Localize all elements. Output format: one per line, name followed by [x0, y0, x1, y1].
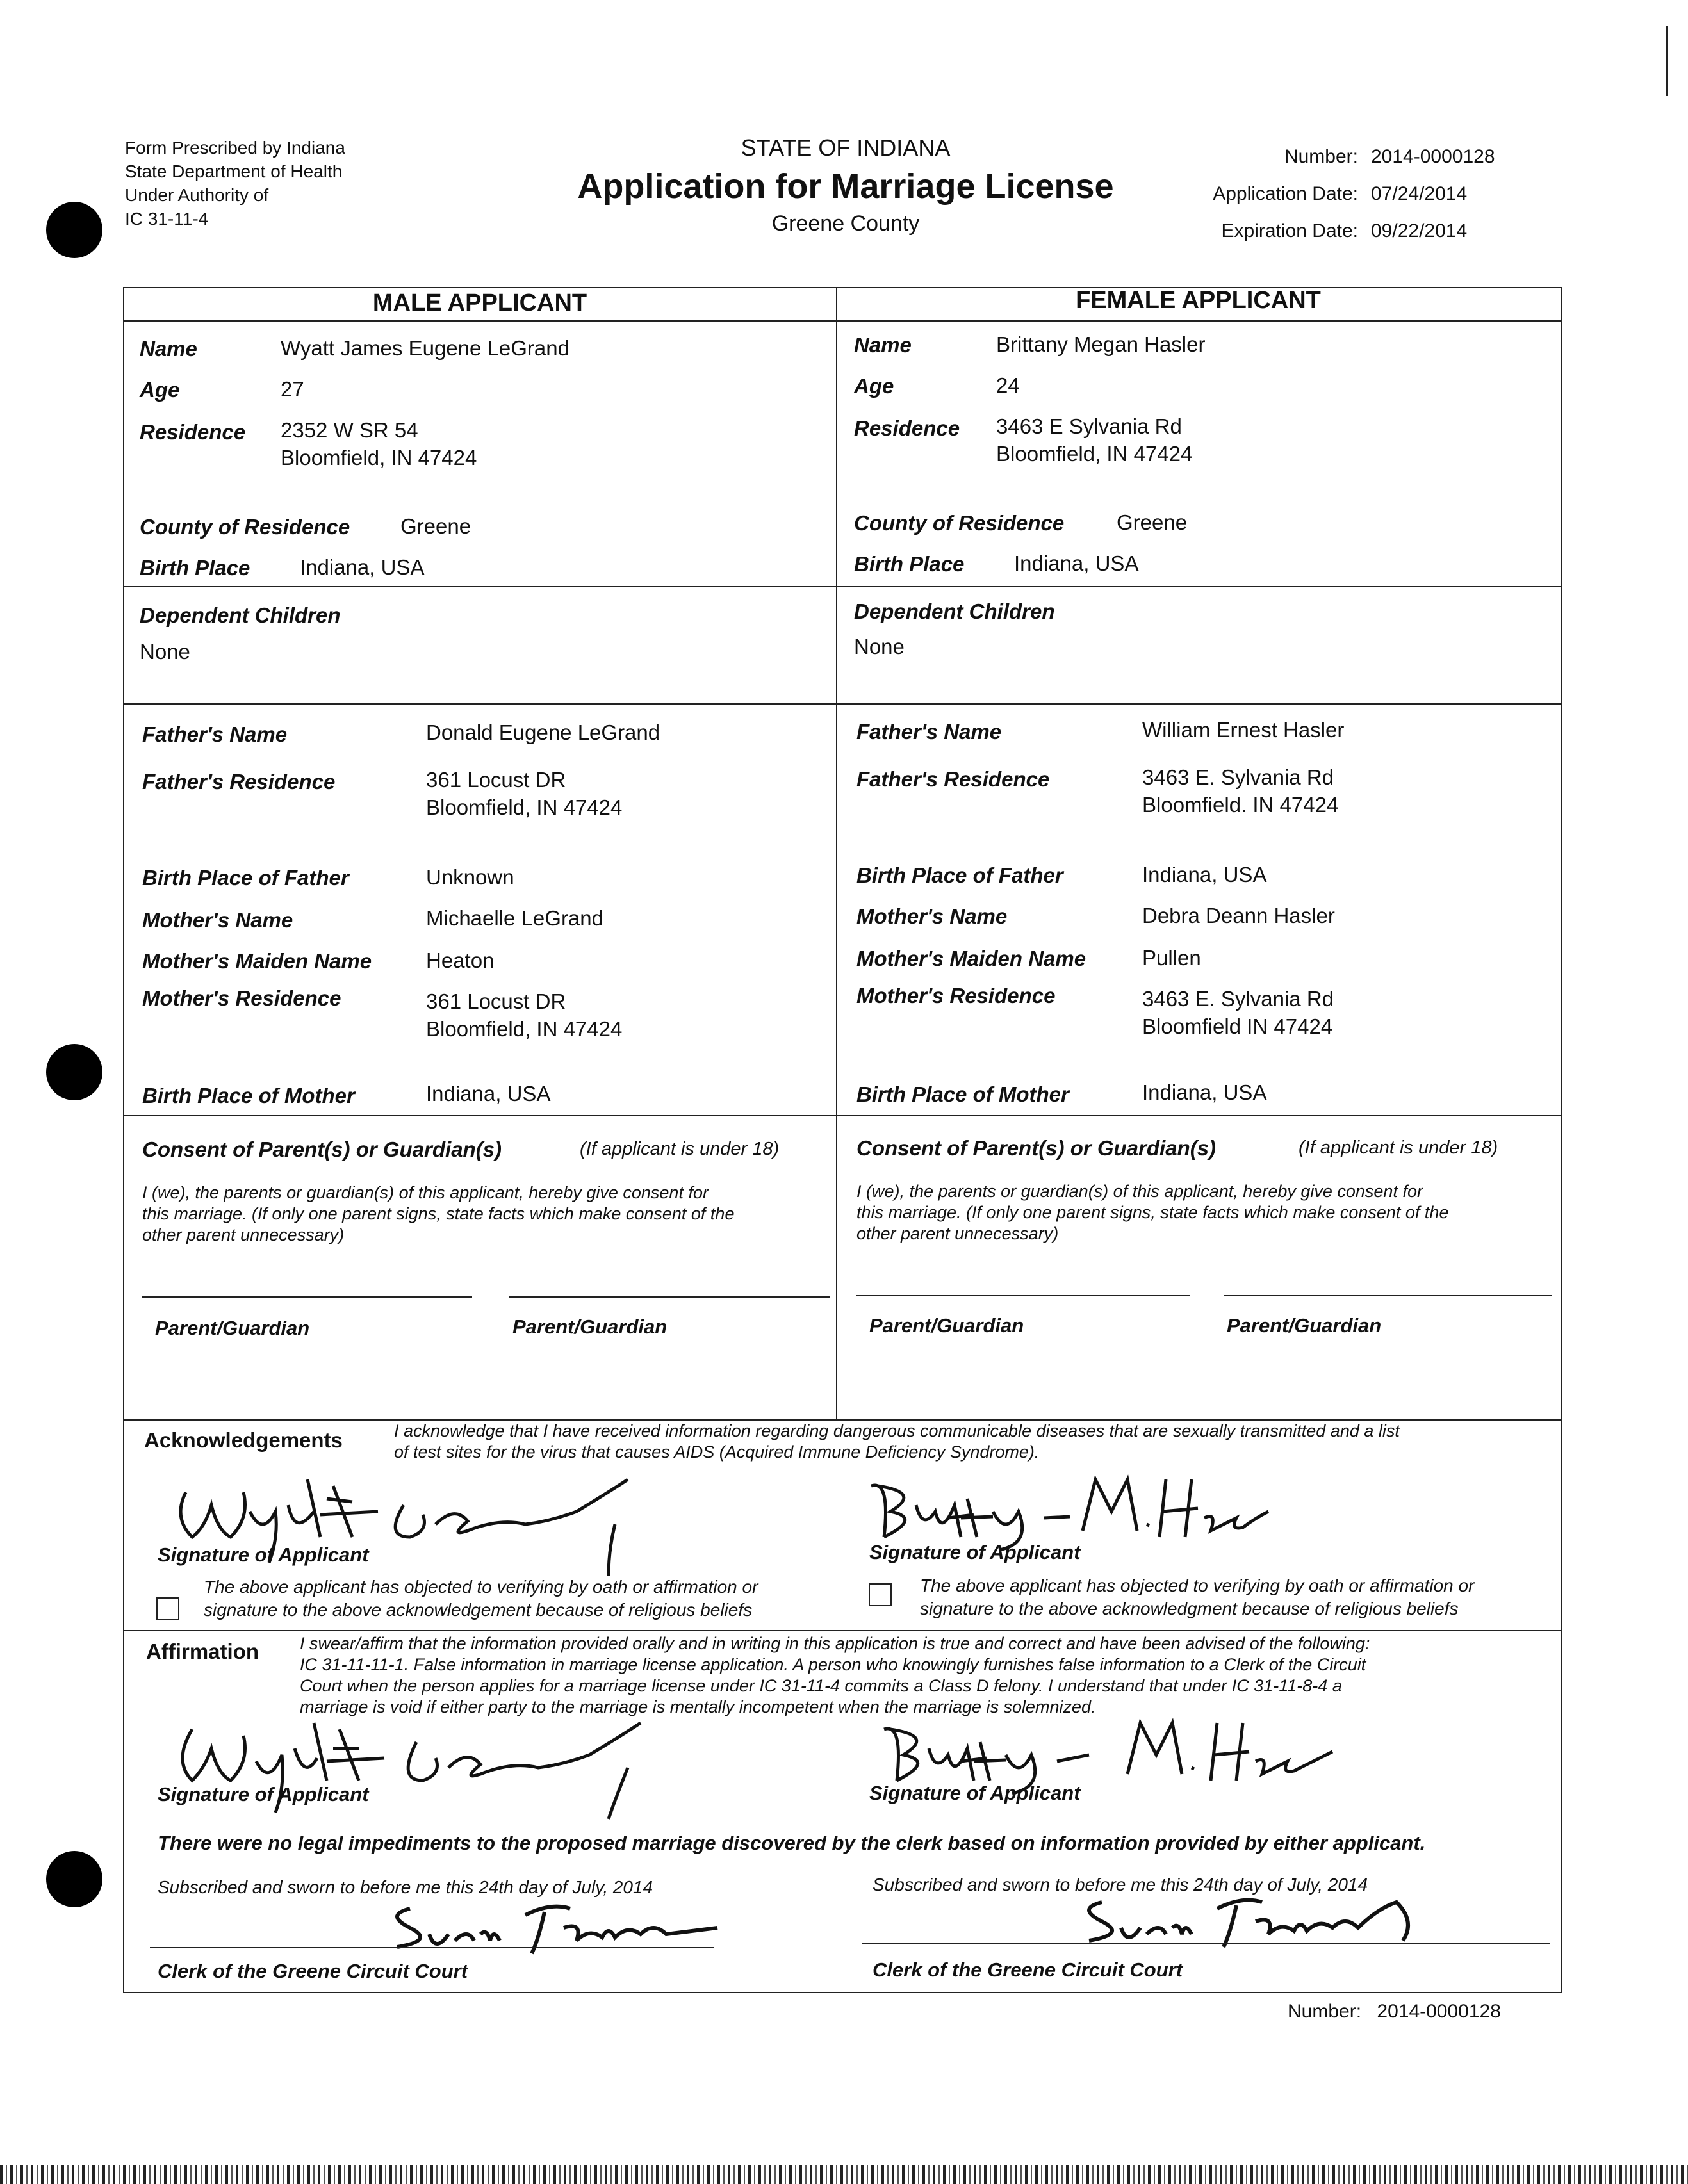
female-age-label: Age — [854, 374, 894, 398]
female-consent-text-line-2: this marriage. (If only one parent signs, state facts which make consent of the — [856, 1203, 1449, 1222]
divider-affirmation — [123, 1630, 1561, 1631]
male-mother-residence-line-1: 361 Locust DR — [426, 990, 566, 1013]
male-sworn-text: Subscribed and sworn to before me this 24th day of July, 2014 — [158, 1877, 653, 1897]
punch-hole-top — [46, 202, 102, 258]
male-religious-objection-text — [204, 1576, 758, 1622]
male-father-residence — [426, 766, 622, 821]
county-name: Greene County — [771, 211, 920, 236]
male-father-residence-label: Father's Residence — [142, 770, 336, 794]
number-label: Number: — [1284, 146, 1358, 167]
male-dependents: None — [140, 640, 190, 664]
acknowledgements-label: Acknowledgements — [144, 1428, 343, 1452]
male-mother-birth-label: Birth Place of Mother — [142, 1084, 355, 1107]
punch-hole-bottom — [46, 1851, 102, 1907]
male-father-birth: Unknown — [426, 865, 514, 889]
footer-number-value: 2014-0000128 — [1377, 2001, 1501, 2022]
female-age: 24 — [996, 373, 1020, 397]
female-mother-residence — [1142, 985, 1334, 1040]
form-number: 2014-0000128 — [1371, 146, 1495, 167]
state-name: STATE OF INDIANA — [741, 134, 951, 161]
female-consent-text-line-3: other parent unnecessary) — [856, 1224, 1059, 1243]
application-date: 07/24/2014 — [1371, 183, 1468, 204]
male-applicant-heading: MALE APPLICANT — [372, 289, 587, 316]
female-residence — [996, 412, 1192, 468]
scan-edge-mark — [1666, 26, 1668, 96]
female-name-label: Name — [854, 333, 912, 357]
authority-line-2: State Department of Health — [125, 161, 343, 181]
column-divider — [836, 287, 837, 1419]
male-mother-birth: Indiana, USA — [426, 1082, 551, 1105]
female-applicant-heading: FEMALE APPLICANT — [1076, 287, 1321, 314]
female-dependents-label: Dependent Children — [854, 599, 1055, 623]
clerk-statement: There were no legal impediments to the proposed marriage discovered by the clerk based on information provided by either applicant. — [158, 1832, 1426, 1854]
male-father-birth-label: Birth Place of Father — [142, 866, 349, 890]
female-father-residence-line-2: Bloomfield. IN 47424 — [1142, 793, 1339, 817]
male-residence-line-2: Bloomfield, IN 47424 — [281, 446, 477, 469]
female-father-residence-label: Father's Residence — [856, 767, 1050, 791]
female-father-residence-line-1: 3463 E. Sylvania Rd — [1142, 765, 1334, 789]
form-number-block — [1172, 138, 1495, 250]
female-father-birth: Indiana, USA — [1142, 863, 1267, 886]
male-clerk-signature-line[interactable] — [150, 1947, 714, 1948]
female-birth-place-label: Birth Place — [854, 552, 965, 576]
male-county-label: County of Residence — [140, 515, 350, 539]
male-clerk-label: Clerk of the Greene Circuit Court — [158, 1960, 468, 1982]
male-father-name-label: Father's Name — [142, 722, 288, 746]
female-dependents: None — [854, 635, 905, 658]
female-name: Brittany Megan Hasler — [996, 332, 1206, 356]
male-mother-maiden-label: Mother's Maiden Name — [142, 949, 372, 973]
male-affirm-signature-label: Signature of Applicant — [158, 1783, 369, 1805]
footer-number-label: Number: — [1288, 2001, 1362, 2022]
male-residence-line-1: 2352 W SR 54 — [281, 418, 418, 442]
female-mother-residence-label: Mother's Residence — [856, 984, 1056, 1007]
female-mother-residence-line-1: 3463 E. Sylvania Rd — [1142, 987, 1334, 1011]
male-consent-text — [142, 1182, 828, 1246]
female-consent-text — [856, 1181, 1555, 1244]
female-consent-title: Consent of Parent(s) or Guardian(s) — [856, 1136, 1217, 1160]
female-religious-objection-text — [920, 1574, 1474, 1620]
male-mother-name-label: Mother's Name — [142, 908, 293, 932]
male-mother-name: Michaelle LeGrand — [426, 906, 603, 930]
female-residence-line-2: Bloomfield, IN 47424 — [996, 442, 1193, 466]
male-father-residence-line-1: 361 Locust DR — [426, 768, 566, 792]
divider-dependents — [123, 586, 1561, 587]
male-age: 27 — [281, 377, 304, 401]
female-residence-line-1: 3463 E Sylvania Rd — [996, 414, 1182, 438]
female-mother-residence-line-2: Bloomfield IN 47424 — [1142, 1015, 1333, 1038]
male-birth-place: Indiana, USA — [300, 555, 425, 579]
expiration-date: 09/22/2014 — [1371, 220, 1468, 241]
male-consent-text-line-2: this marriage. (If only one parent signs, state facts which make consent of the — [142, 1204, 735, 1223]
male-name-label: Name — [140, 337, 197, 361]
female-sworn-text: Subscribed and sworn to before me this 24th day of July, 2014 — [873, 1875, 1368, 1895]
male-birth-place-label: Birth Place — [140, 556, 250, 580]
male-parent-guardian-line-1[interactable] — [142, 1296, 472, 1298]
authority-line-1: Form Prescribed by Indiana — [125, 138, 345, 158]
female-mother-birth-label: Birth Place of Mother — [856, 1082, 1069, 1106]
male-mother-residence — [426, 988, 622, 1043]
female-parent-guardian-label-2: Parent/Guardian — [1227, 1314, 1382, 1337]
form-title: Application for Marriage License — [577, 167, 1114, 206]
female-father-residence — [1142, 763, 1338, 819]
female-mother-birth: Indiana, USA — [1142, 1080, 1267, 1104]
affirmation-label: Affirmation — [146, 1640, 259, 1663]
male-mother-residence-label: Mother's Residence — [142, 986, 341, 1010]
male-mother-maiden: Heaton — [426, 949, 495, 972]
male-county: Greene — [400, 514, 471, 538]
female-mother-maiden-label: Mother's Maiden Name — [856, 947, 1086, 970]
female-objection-line-1: The above applicant has objected to verifying by oath or affirmation or — [920, 1576, 1475, 1595]
female-clerk-label: Clerk of the Greene Circuit Court — [873, 1959, 1183, 1981]
authority-line-3: Under Authority of — [125, 185, 269, 205]
male-parent-guardian-label-2: Parent/Guardian — [512, 1316, 668, 1338]
female-religious-objection-checkbox[interactable] — [869, 1583, 892, 1606]
male-residence-label: Residence — [140, 420, 246, 444]
form-authority-block — [125, 136, 345, 231]
heading-divider — [123, 320, 1561, 322]
male-consent-note: (If applicant is under 18) — [580, 1139, 780, 1159]
male-religious-objection-checkbox[interactable] — [156, 1597, 179, 1620]
female-father-birth-label: Birth Place of Father — [856, 863, 1063, 887]
female-mother-name: Debra Deann Hasler — [1142, 904, 1335, 927]
female-mother-name-label: Mother's Name — [856, 904, 1008, 928]
male-consent-text-line-1: I (we), the parents or guardian(s) of this applicant, hereby give consent for — [142, 1183, 709, 1202]
affirmation-text-line-4: marriage is void if either party to the marriage is mentally incompetent when the marriage is solemnized. — [300, 1697, 1096, 1716]
affirmation-text-line-3: Court when the person applies for a marriage license under IC 31-11-4 commits a Class D felony. I understand that under IC 31-11-8-4 a — [300, 1676, 1342, 1695]
affirmation-text-line-1: I swear/affirm that the information provided orally and in writing in this application is true and correct and have been advised of the following: — [300, 1634, 1370, 1653]
female-consent-note: (If applicant is under 18) — [1299, 1137, 1498, 1158]
male-objection-line-1: The above applicant has objected to verifying by oath or affirmation or — [204, 1577, 758, 1597]
acknowledgements-text-line-1: I acknowledge that I have received information regarding dangerous communicable diseases that are sexually transmitted and a list — [394, 1421, 1400, 1440]
female-parent-guardian-line-2[interactable] — [1224, 1295, 1552, 1296]
female-affirm-signature — [871, 1704, 1358, 1793]
affirmation-text-line-2: IC 31-11-11-1. False information in marriage license application. A person who knowingly furnishes false information to a Clerk of the Circuit — [300, 1655, 1366, 1674]
male-consent-title: Consent of Parent(s) or Guardian(s) — [142, 1137, 502, 1161]
male-clerk-signature — [384, 1889, 730, 1960]
female-consent-text-line-1: I (we), the parents or guardian(s) of this applicant, hereby give consent for — [856, 1182, 1423, 1201]
expiration-date-label: Expiration Date: — [1221, 220, 1358, 241]
female-father-name-label: Father's Name — [856, 720, 1002, 744]
female-objection-line-2: signature to the above acknowledgment because of religious beliefs — [920, 1599, 1459, 1618]
acknowledgements-text — [394, 1421, 1400, 1463]
male-parent-guardian-label-1: Parent/Guardian — [155, 1317, 310, 1339]
application-date-label: Application Date: — [1213, 183, 1358, 204]
male-ack-signature-label: Signature of Applicant — [158, 1544, 369, 1566]
female-county-label: County of Residence — [854, 511, 1065, 535]
female-county: Greene — [1117, 510, 1188, 534]
female-parent-guardian-line-1[interactable] — [856, 1295, 1190, 1296]
female-residence-label: Residence — [854, 416, 960, 440]
scan-bottom-strip — [0, 2165, 1688, 2184]
divider-parents — [123, 703, 1561, 705]
female-parent-guardian-label-1: Parent/Guardian — [869, 1314, 1024, 1337]
footer-number — [1288, 2001, 1501, 2023]
punch-hole-middle — [46, 1044, 102, 1100]
divider-consent — [123, 1115, 1561, 1116]
female-clerk-signature-line[interactable] — [862, 1943, 1550, 1944]
authority-line-4: IC 31-11-4 — [125, 209, 209, 229]
male-consent-text-line-3: other parent unnecessary) — [142, 1225, 345, 1244]
male-father-name: Donald Eugene LeGrand — [426, 721, 660, 744]
female-ack-signature-label: Signature of Applicant — [869, 1541, 1081, 1563]
female-mother-maiden: Pullen — [1142, 946, 1201, 970]
form-title-block — [532, 134, 1159, 236]
male-residence — [281, 416, 477, 471]
female-affirm-signature-label: Signature of Applicant — [869, 1782, 1081, 1804]
male-objection-line-2: signature to the above acknowledgement because of religious beliefs — [204, 1600, 753, 1620]
female-father-name: William Ernest Hasler — [1142, 718, 1345, 742]
acknowledgements-text-line-2: of test sites for the virus that causes AIDS (Acquired Immune Deficiency Syndrome). — [394, 1442, 1040, 1462]
male-dependents-label: Dependent Children — [140, 603, 341, 627]
male-father-residence-line-2: Bloomfield, IN 47424 — [426, 795, 623, 819]
male-age-label: Age — [140, 378, 180, 402]
female-birth-place: Indiana, USA — [1014, 551, 1139, 575]
female-ack-signature — [865, 1467, 1275, 1550]
male-mother-residence-line-2: Bloomfield, IN 47424 — [426, 1017, 623, 1041]
male-name: Wyatt James Eugene LeGrand — [281, 336, 569, 360]
male-parent-guardian-line-2[interactable] — [509, 1296, 830, 1298]
